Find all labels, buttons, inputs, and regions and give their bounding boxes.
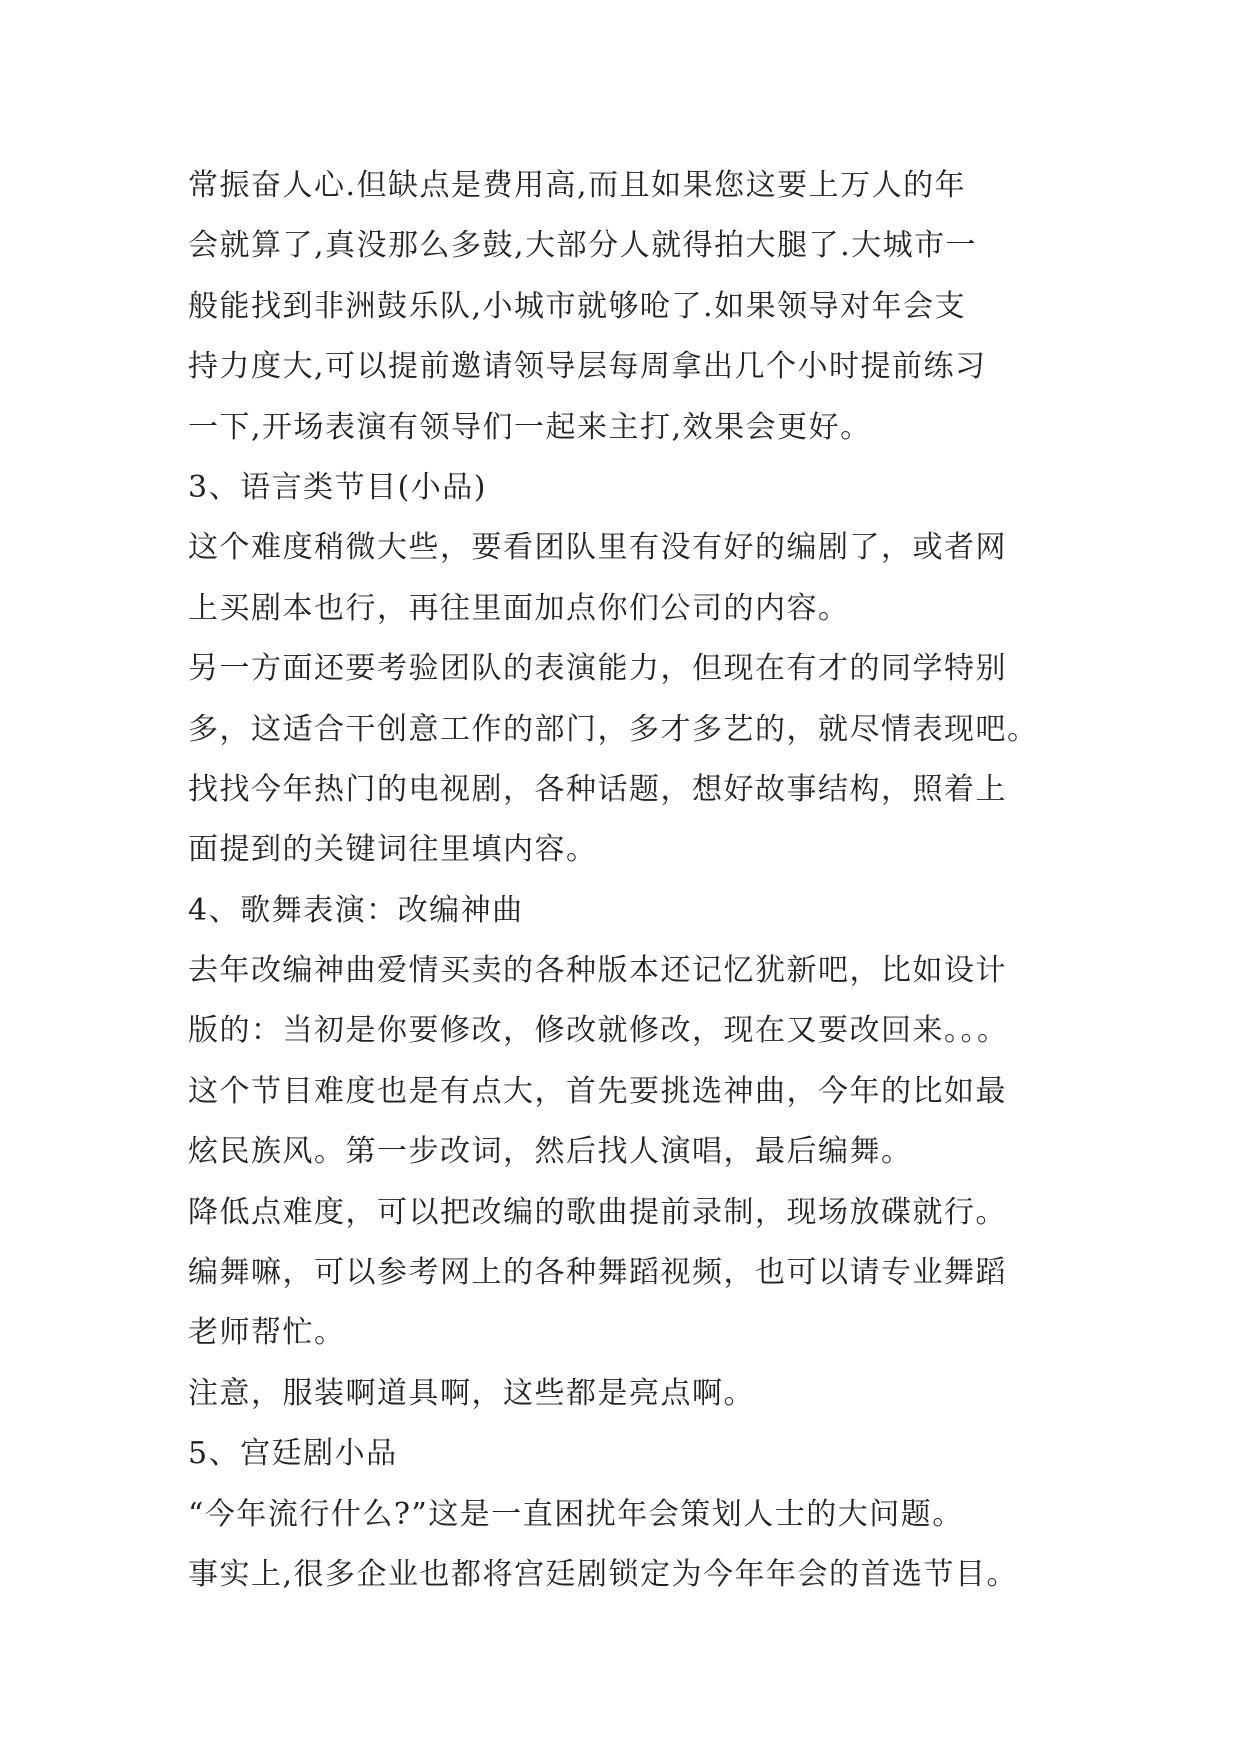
text-line: 降低点难度，可以把改编的歌曲提前录制，现场放碟就行。 — [188, 1194, 1007, 1230]
text-line: 这个难度稍微大些，要看团队里有没有好的编剧了，或者网 — [188, 530, 1007, 566]
text-line: 版的：当初是你要修改，修改就修改，现在又要改回来。。。 — [188, 1013, 1009, 1049]
text-line: 编舞嘛，可以参考网上的各种舞蹈视频，也可以请专业舞蹈 — [188, 1255, 1007, 1291]
text-line: 炫民族风。第一步改词，然后找人演唱，最后编舞。 — [188, 1134, 913, 1170]
text-line: 注意，服装啊道具啊，这些都是亮点啊。 — [188, 1375, 755, 1411]
text-line: 持力度大,可以提前邀请领导层每周拿出几个小时提前练习 — [188, 349, 987, 385]
text-line: 多，这适合干创意工作的部门，多才多艺的，就尽情表现吧。 — [188, 711, 1039, 747]
section-heading: 5、宫廷剧小品 — [188, 1436, 398, 1472]
section-heading: 3、语言类节目(小品) — [188, 469, 487, 505]
document-body — [188, 156, 1068, 1605]
text-line: 去年改编神曲爱情买卖的各种版本还记忆犹新吧，比如设计 — [188, 953, 1007, 989]
text-line: 一下,开场表演有领导们一起来主打,效果会更好。 — [188, 409, 872, 445]
text-line: “今年流行什么?”这是一直困扰年会策划人士的大问题。 — [188, 1496, 964, 1532]
text-line: 常振奋人心.但缺点是费用高,而且如果您这要上万人的年 — [188, 168, 967, 203]
text-line: 事实上,很多企业也都将宫廷剧锁定为今年年会的首选节目。 — [188, 1556, 1019, 1592]
section-heading: 4、歌舞表演：改编神曲 — [188, 892, 524, 928]
text-line: 会就算了,真没那么多鼓,大部分人就得拍大腿了.大城市一 — [188, 228, 978, 264]
text-line: 般能找到非洲鼓乐队,小城市就够呛了.如果领导对年会支 — [188, 288, 967, 324]
text-line: 这个节目难度也是有点大，首先要挑选神曲，今年的比如最 — [188, 1073, 1007, 1109]
text-line: 面提到的关键词往里填内容。 — [188, 832, 598, 868]
text-line: 找找今年热门的电视剧，各种话题，想好故事结构，照着上 — [188, 771, 1007, 807]
text-line: 上买剧本也行，再往里面加点你们公司的内容。 — [188, 590, 850, 626]
text-line: 老师帮忙。 — [188, 1315, 346, 1351]
text-line: 另一方面还要考验团队的表演能力，但现在有才的同学特别 — [188, 651, 1007, 687]
